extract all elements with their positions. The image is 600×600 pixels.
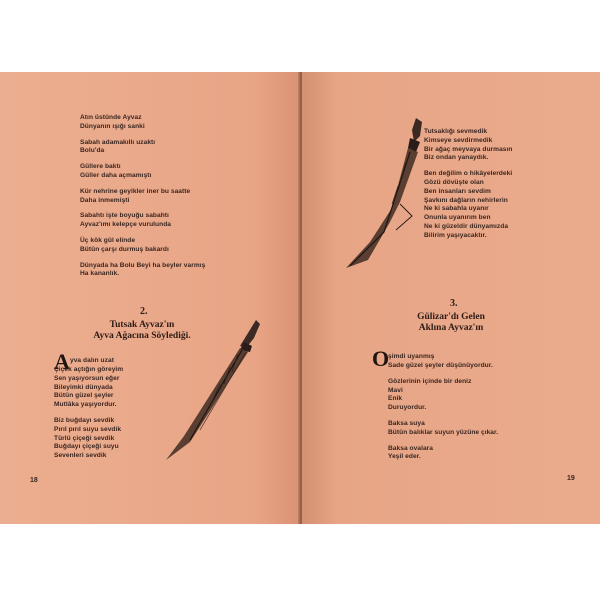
poem-line: Ne ki sabahla uyanır — [424, 205, 489, 213]
poem-line: Türlü çiçeği sevdik — [54, 434, 115, 442]
stanza-gap — [80, 230, 205, 237]
stanza-gap — [80, 255, 205, 262]
poem-line: Tutsaklığı sevmedik — [424, 128, 488, 135]
poem-line: Bir ağaç meyvaya durmasın — [424, 145, 513, 153]
poem-block-top-right — [424, 128, 512, 241]
poem-block-2-body — [54, 366, 123, 461]
poem-line: Sabah adamakıllı uzaktı — [80, 138, 156, 146]
poem-line: Şavkını dağların nehirlerin — [424, 196, 508, 204]
poem-line: Ne ki güzeldir dünyamızda — [424, 222, 509, 230]
poem-line: Daha inmemişti — [80, 196, 130, 204]
section-number-2: 2. — [140, 306, 148, 317]
dagger-illustration-left — [160, 312, 270, 462]
poem-block-2 — [70, 357, 114, 366]
poem-line: Dünyada ha Bolu Beyi ha beyler varmış — [80, 261, 206, 269]
poem-line: Kür nehrine geyikler iner bu saatte — [80, 187, 191, 195]
stanza-gap — [54, 410, 123, 417]
section-title-2-line1: Tutsak Ayvaz'ın — [109, 320, 175, 330]
poem-line: Bütün güzel şeyler — [54, 392, 114, 400]
poem-line: Atın üstünde Ayvaz — [80, 114, 142, 121]
poem-line: yva dalın uzat — [70, 357, 114, 364]
poem-line: Ha kananlık. — [80, 270, 120, 278]
poem-line: Onunla uyanırım ben — [424, 214, 491, 222]
poem-line: Sen yaşıyorsun eğer — [54, 374, 120, 382]
right-page — [302, 72, 600, 524]
poem-line: Baksa ovalara — [388, 444, 434, 452]
left-page — [0, 72, 300, 524]
poem-line: Bolu'da — [80, 147, 105, 155]
poem-line: Kimseye sevdirmedik — [424, 136, 493, 144]
book-spread — [0, 72, 600, 524]
stanza-gap — [80, 156, 205, 163]
poem-line: Ben insanları sevdim — [424, 187, 491, 195]
poem-line: Enik — [388, 395, 403, 403]
poem-line: Mutlâka yaşıyordur. — [54, 401, 117, 409]
stanza-gap — [80, 132, 205, 139]
poem-line: şimdi uyanmış — [388, 353, 435, 360]
section-title-3-line1: Gülizar'dı Gelen — [417, 312, 485, 322]
poem-line: Yeşil eder. — [388, 453, 421, 461]
dagger-illustration-right — [340, 112, 430, 272]
poem-block-3-body — [388, 362, 498, 462]
poem-line: Bütün balıklar suyun yüzüne çıkar. — [388, 428, 499, 436]
poem-line: Ben değilim o hikâyelerdeki — [424, 170, 513, 178]
poem-line: Sabahtı işte boyuğu sabahtı — [80, 212, 169, 220]
stanza-gap — [80, 181, 205, 188]
poem-line: Mavi — [388, 386, 403, 394]
poem-line: Dünyanın ışığı sanki — [80, 122, 145, 130]
section-number-3: 3. — [450, 298, 458, 309]
poem-line: Ayvaz'ımı kelepçe vurulunda — [80, 221, 171, 229]
poem-line: Sade güzel şeyler düşünüyordur. — [388, 362, 493, 369]
poem-line: Buğdayı çiçeği suyu — [54, 443, 119, 451]
stanza-gap — [80, 205, 205, 212]
stanza-gap — [388, 413, 498, 420]
poem-line: Gözlerinin içinde bir deniz — [388, 377, 472, 385]
poem-line: Baksa suya — [388, 419, 425, 427]
stanza-gap — [424, 163, 512, 170]
poem-line: Çiçek açtığın göreyim — [54, 366, 124, 373]
poem-line: Duruyordur. — [388, 404, 427, 412]
poem-line: Bütün çarşı durmuş bakardı — [80, 245, 169, 253]
poem-line: Biz buğdayı sevdik — [54, 416, 115, 424]
section-title-2-line2: Ayva Ağacına Söylediği. — [93, 331, 191, 341]
poem-line: Üç kök gül elinde — [80, 236, 136, 244]
poem-line: Güller daha açmamıştı — [80, 171, 152, 179]
dropcap-o: O — [372, 346, 390, 371]
poem-line: Sevenleri sevdik — [54, 452, 107, 460]
page-number-left: 18 — [30, 477, 38, 484]
poem-line: Bilirim yaşıyacaktır. — [424, 231, 487, 239]
dropcap-a: A — [54, 349, 70, 374]
stanza-gap — [388, 371, 498, 378]
stanza-gap — [388, 438, 498, 445]
page-number-right: 19 — [567, 475, 575, 482]
section-title-3-line2: Aklına Ayvaz'ın — [418, 323, 484, 333]
poem-line: Güllere baktı — [80, 163, 121, 171]
poem-line: Pırıl pırıl suyu sevdik — [54, 425, 122, 433]
poem-line: Biz ondan yanaydık. — [424, 154, 489, 162]
poem-line: Gözü dövüşte olan — [424, 178, 484, 186]
poem-block-3 — [388, 353, 434, 362]
poem-block-top-left — [80, 114, 205, 279]
poem-line: Bileyimki dünyada — [54, 383, 113, 391]
section-title-3 — [386, 312, 516, 334]
